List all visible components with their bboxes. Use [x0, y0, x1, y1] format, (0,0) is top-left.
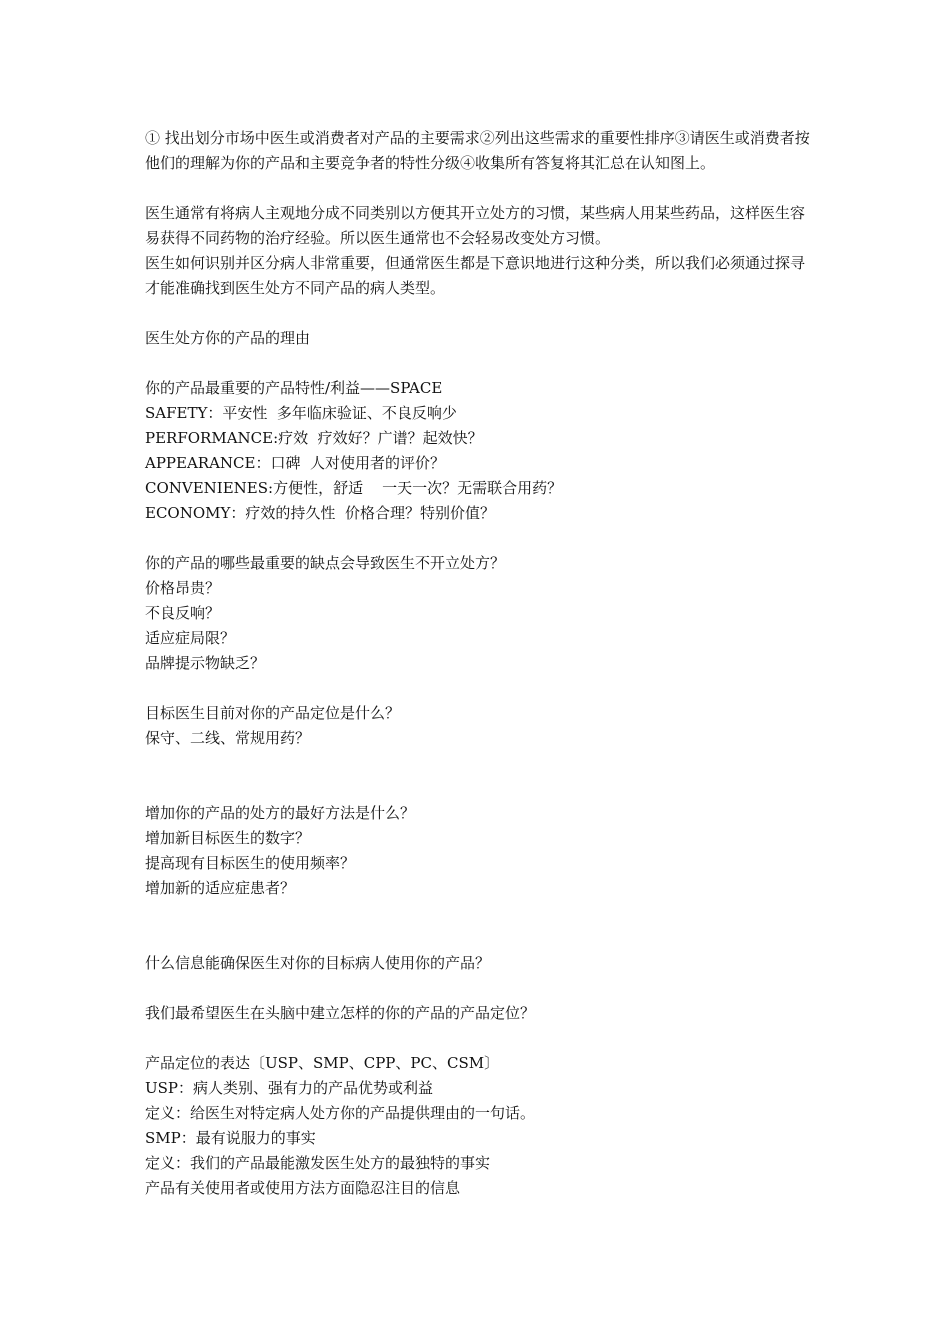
increase-item: 增加新目标医生的数字？: [145, 829, 311, 847]
expression-item-definition: 定义：给医生对特定病人处方你的产品提供理由的一句话。: [145, 1104, 536, 1122]
expression-heading: 产品定位的表达〔USP、SMP、CPP、PC、CSM〕: [145, 1054, 500, 1072]
increase-heading: 增加你的产品的处方的最好方法是什么？: [145, 804, 416, 822]
spacer: [145, 976, 810, 1001]
spacer: [145, 751, 810, 801]
spacer: [145, 526, 810, 551]
reason-heading: 医生处方你的产品的理由: [145, 329, 311, 347]
intro-paragraph: ① 找出划分市场中医生或消费者对产品的主要需求②列出这些需求的重要性排序③请医生或消费者按他们的理解为你的产品和主要竞争者的特性分级④收集所有答复将其汇总在认知图上。: [145, 129, 810, 172]
spacer: [145, 1026, 810, 1051]
space-item-safety: SAFETY：平安性 多年临床验证、不良反响少: [145, 404, 457, 422]
spacer: [145, 301, 810, 326]
expression-item-info: 产品有关使用者或使用方法方面隐忍注目的信息: [145, 1179, 461, 1197]
weakness-item: 适应症局限？: [145, 629, 236, 647]
increase-item: 增加新的适应症患者？: [145, 879, 296, 897]
identify-paragraph: 医生如何识别并区分病人非常重要，但通常医生都是下意识地进行这种分类，所以我们必须通过探寻才能准确找到医生处方不同产品的病人类型。: [145, 254, 806, 297]
expression-item-usp: USP：病人类别、强有力的产品优势或利益: [145, 1079, 434, 1097]
positioning-item: 保守、二线、常规用药？: [145, 729, 311, 747]
weakness-item: 品牌提示物缺乏？: [145, 654, 266, 672]
space-item-appearance: APPEARANCE：口碑 人对使用者的评价？: [145, 454, 446, 472]
spacer: [145, 676, 810, 701]
spacer: [145, 176, 810, 201]
space-heading: 你的产品最重要的产品特性/利益——SPACE: [145, 379, 443, 397]
spacer: [145, 351, 810, 376]
weakness-item: 价格昂贵？: [145, 579, 221, 597]
space-item-performance: PERFORMANCE:疗效 疗效好？广谱？起效快？: [145, 429, 483, 447]
habit-paragraph: 医生通常有将病人主观地分成不同类别以方便其开立处方的习惯，某些病人用某些药品，这样医生容易获得不同药物的治疗经验。所以医生通常也不会轻易改变处方习惯。: [145, 204, 806, 247]
info-question: 什么信息能确保医生对你的目标病人使用你的产品？: [145, 954, 491, 972]
increase-item: 提高现有目标医生的使用频率？: [145, 854, 356, 872]
expression-item-definition: 定义：我们的产品最能激发医生处方的最独特的事实: [145, 1154, 491, 1172]
expression-item-smp: SMP：最有说服力的事实: [145, 1129, 316, 1147]
hope-question: 我们最希望医生在头脑中建立怎样的你的产品的产品定位？: [145, 1004, 536, 1022]
positioning-heading: 目标医生目前对你的产品定位是什么？: [145, 704, 401, 722]
weakness-heading: 你的产品的哪些最重要的缺点会导致医生不开立处方？: [145, 554, 506, 572]
space-item-convenience: CONVENIENES:方便性，舒适 一天一次？无需联合用药？: [145, 479, 563, 497]
document-body: [145, 126, 810, 1201]
spacer: [145, 901, 810, 951]
weakness-item: 不良反响？: [145, 604, 221, 622]
space-item-economy: ECONOMY：疗效的持久性 价格合理？特别价值？: [145, 504, 495, 522]
